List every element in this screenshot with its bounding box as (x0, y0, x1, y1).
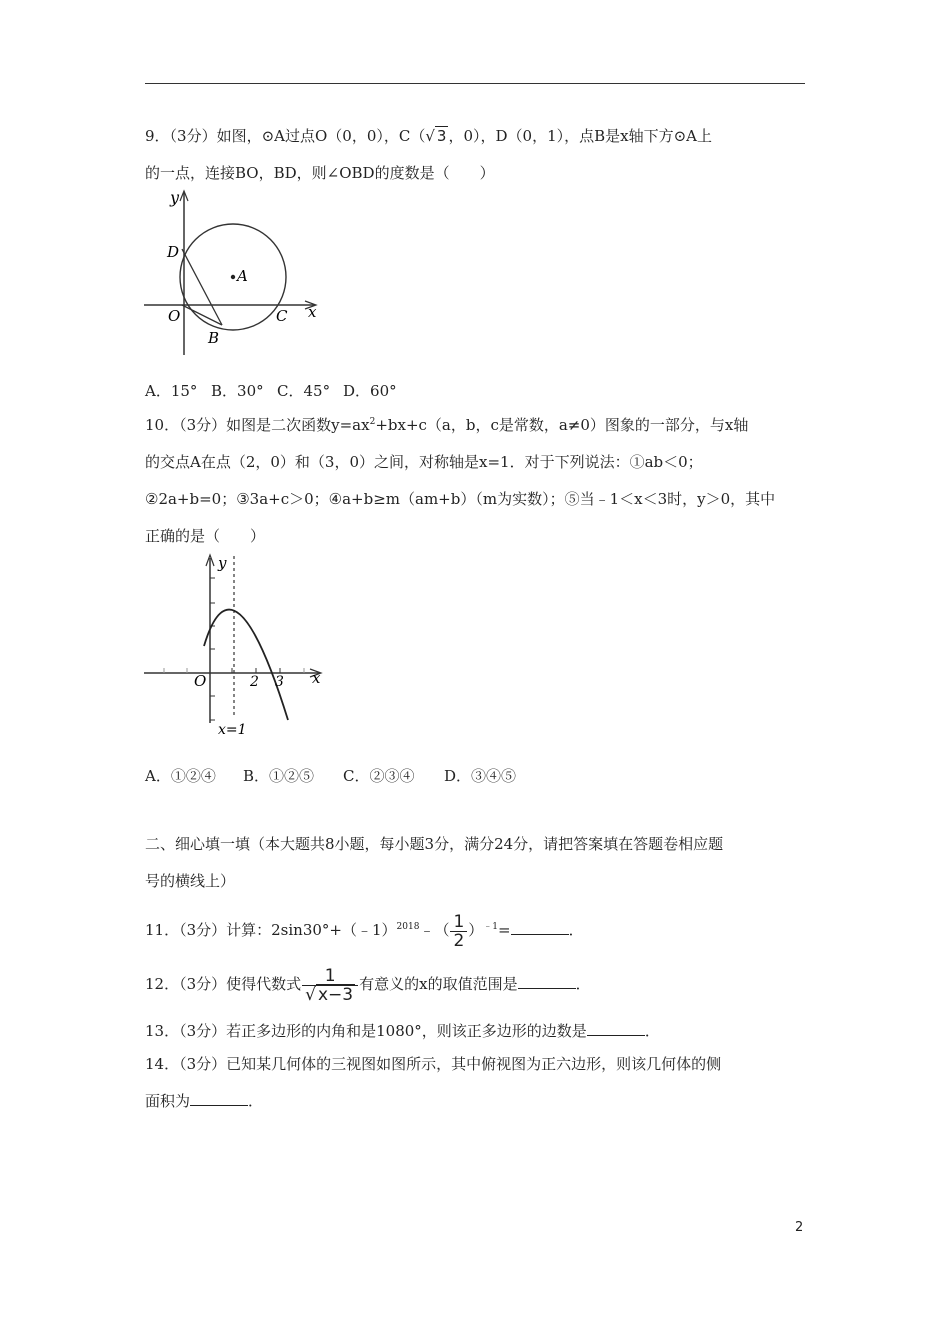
q10-label-x: x (312, 669, 321, 687)
q11-text-e: ． (568, 921, 584, 939)
q14-line1: 14．（3分）已知某几何体的三视图如图所示，其中俯视图为正六边形，则该几何体的侧 (145, 1055, 722, 1073)
section2-heading-line1: 二、细心填一填（本大题共8小题，每小题3分，满分24分，请把答案填在答题卷相应题 (145, 835, 724, 853)
q10-line2: 的交点A在点（2，0）和（3，0）之间，对称轴是x=1．对于下列说法：①ab＜0； (145, 453, 703, 471)
q10-exponent: 2 (369, 417, 376, 427)
q12-line (145, 964, 591, 1004)
q14-answer-blank[interactable] (190, 1091, 248, 1106)
q12-text-c: ． (575, 975, 591, 993)
q10-options (145, 766, 516, 786)
q9-chord-db (182, 249, 222, 325)
header-rule (145, 83, 805, 84)
q13-answer-blank[interactable] (587, 1021, 645, 1036)
q12-text-a: 12．（3分）使得代数式 (145, 975, 302, 993)
q9-option-c: C．45° (277, 382, 331, 400)
q10-label-2: 2 (250, 674, 259, 690)
q9-option-b: B．30° (211, 382, 264, 400)
q9-options (145, 381, 397, 401)
q13-text-a: 13．（3分）若正多边形的内角和是1080°，则该正多边形的边数是 (145, 1022, 587, 1040)
q10-option-a: A．①②④ (145, 767, 216, 785)
q10-parabola (204, 610, 288, 720)
q9-label-a: A (237, 267, 248, 285)
q11-text-d: = (498, 921, 511, 939)
q9-option-d: D．60° (343, 382, 397, 400)
q11-exponent-2018: 2018 (396, 922, 420, 932)
q9-label-c: C (276, 307, 288, 325)
q11-text-b: ﹣（ (419, 921, 450, 939)
q14-line2 (145, 1091, 263, 1111)
q9-center-point (231, 275, 235, 279)
q12-text-b: 有意义的x的取值范围是 (359, 975, 518, 993)
q11-exponent-neg1: ﹣1 (483, 922, 499, 932)
q11-answer-blank[interactable] (511, 920, 569, 935)
page-number: 2 (795, 1220, 804, 1235)
q12-radicand: x−3 (317, 984, 354, 1005)
q11-text-a: 11．（3分）计算：2sin30°+（﹣1） (145, 921, 397, 939)
q9-figure (140, 185, 330, 360)
q11-text-c: ） (468, 921, 484, 939)
q10-option-d: D．③④⑤ (444, 767, 517, 785)
q12-numerator: 1 (324, 965, 336, 986)
q10-label-o: O (194, 672, 207, 690)
q10-label-y: y (218, 554, 227, 572)
q11-line (145, 911, 584, 951)
q9-label-x: x (308, 303, 317, 321)
q12-answer-blank[interactable] (518, 974, 576, 989)
q9-text-a: 9．（3分）如图，⊙A过点O（0，0），C（ (145, 127, 426, 145)
q14-text-b: ． (248, 1092, 264, 1110)
q9-line1 (145, 126, 712, 146)
q14-text-a: 面积为 (145, 1092, 191, 1110)
q10-figure (140, 548, 340, 738)
q12-fraction (302, 967, 358, 1004)
q10-text-b: +bx+c（a，b，c是常数，a≠0）图象的一部分，与x轴 (375, 416, 749, 434)
q12-sqrt: √ x−3 (305, 984, 354, 1005)
sqrt-three: √ 3 (425, 127, 447, 145)
q9-label-o: O (168, 307, 181, 325)
q10-text-a: 10．（3分）如图是二次函数y=ax (145, 416, 370, 434)
q11-fraction (450, 913, 467, 950)
q10-label-axis: x=1 (218, 722, 247, 738)
q11-denominator: 2 (450, 931, 467, 950)
q11-numerator: 1 (453, 911, 465, 932)
q13-line (145, 1021, 660, 1041)
q9-label-y: y (170, 188, 180, 207)
q10-label-3: 3 (275, 674, 284, 690)
q10-line3: ②2a+b=0；③3a+c＞0；④a+b≥m（am+b）（m为实数）；⑤当﹣1＜x＜3时，y＞0，其中 (145, 490, 776, 508)
q10-option-c: C．②③④ (343, 767, 415, 785)
sqrt-radicand: 3 (436, 127, 447, 145)
q9-option-a: A．15° (145, 382, 198, 400)
q9-label-b: B (208, 329, 220, 347)
q9-chord-ob (182, 305, 222, 325)
q10-line4: 正确的是（ ） (145, 527, 266, 545)
q9-label-d: D (167, 243, 180, 261)
section2-heading-line2: 号的横线上） (145, 872, 236, 890)
q9-line2: 的一点，连接BO，BD，则∠OBD的度数是（ ） (145, 164, 495, 182)
q13-text-b: ． (644, 1022, 660, 1040)
q12-denominator (302, 985, 358, 1004)
q10-line1 (145, 415, 748, 435)
q9-text-b: ，0），D（0，1），点B是x轴下方⊙A上 (448, 127, 713, 145)
q10-option-b: B．①②⑤ (243, 767, 315, 785)
